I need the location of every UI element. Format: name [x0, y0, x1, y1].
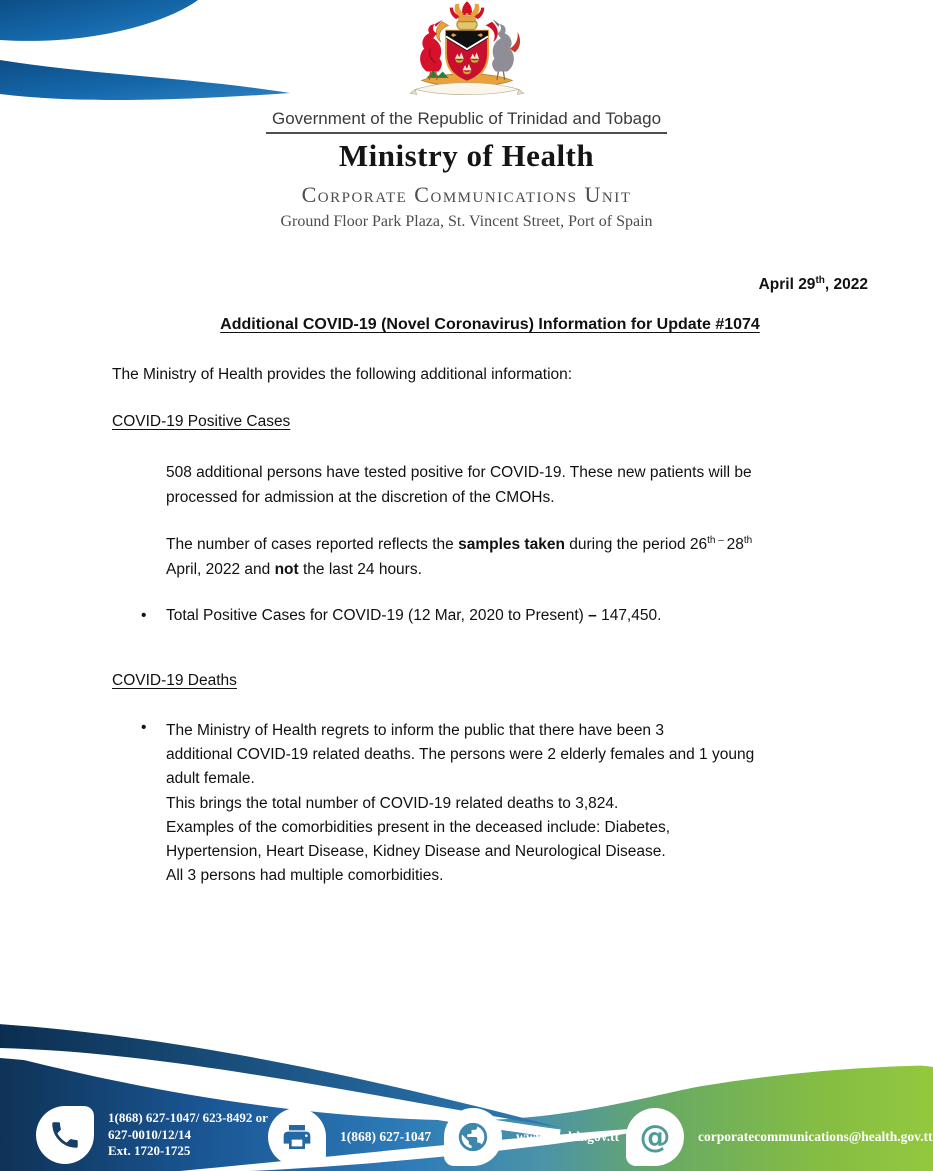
- bullet-marker: •: [141, 719, 147, 736]
- fax-printer-icon: [268, 1108, 326, 1166]
- total-positive-cases-bullet: • Total Positive Cases for COVID-19 (12 Mar, 2020 to Present) – 147,450.: [141, 607, 662, 624]
- phone-icon: [36, 1106, 94, 1164]
- ministry-title: Ministry of Health: [338, 138, 595, 173]
- contact-email: [626, 1108, 933, 1166]
- globe-icon: [444, 1108, 502, 1166]
- positive-cases-paragraph-2: The number of cases reported reflects the samples taken during the period $26^{th -}$ 28th April, 2022 and not the last 24 hours.: [166, 534, 753, 578]
- document-title: Additional COVID-19 (Novel Coronavirus) Information for Update #1074: [220, 316, 760, 333]
- email-address: corporatecommunications@health.gov.tt: [698, 1129, 933, 1144]
- coat-of-arms-icon: [392, 0, 542, 106]
- bullet-marker: •: [141, 607, 147, 624]
- contact-phone: [36, 1106, 268, 1164]
- date-line: April 29th, 2022: [758, 274, 868, 293]
- section-heading-positive-cases: COVID-19 Positive Cases: [112, 413, 291, 430]
- phone-numbers: 1(868) 627-1047/ 623-8492 or 627-0010/12/14 Ext. 1720-1725: [108, 1110, 268, 1159]
- contact-fax: [268, 1108, 431, 1166]
- masthead: [0, 0, 933, 231]
- at-email-icon: @: [626, 1108, 684, 1166]
- positive-cases-paragraph-1: 508 additional persons have tested positive for COVID-19. These new patients will be processed for admission at the discretion of the CMOHs.: [166, 464, 752, 506]
- deaths-bullet: • The Ministry of Health regrets to inform the public that there have been 3 additional COVID-19 related deaths. The persons were 2 elderly females and 1 young adult female. This brings the total number of COVID-19 related deaths to 3,824. Examples of the comorbidities present in the deceased include: Diabetes, Hypertension, Heart Disease, Kidney Disease and Neurological Disease. All 3 persons had multiple comorbidities.: [141, 719, 755, 885]
- section-heading-deaths: COVID-19 Deaths: [112, 672, 237, 689]
- government-line: Government of the Republic of Trinidad and Tobago: [266, 109, 667, 134]
- fax-number: 1(868) 627-1047: [340, 1129, 432, 1144]
- address-line: Ground Floor Park Plaza, St. Vincent Street, Port of Spain: [280, 213, 653, 230]
- contact-website: [444, 1108, 619, 1166]
- unit-title: Corporate Communications Unit: [301, 182, 632, 207]
- website-url: www.health.gov.tt: [516, 1129, 620, 1144]
- intro-paragraph: The Ministry of Health provides the following additional information:: [112, 366, 573, 383]
